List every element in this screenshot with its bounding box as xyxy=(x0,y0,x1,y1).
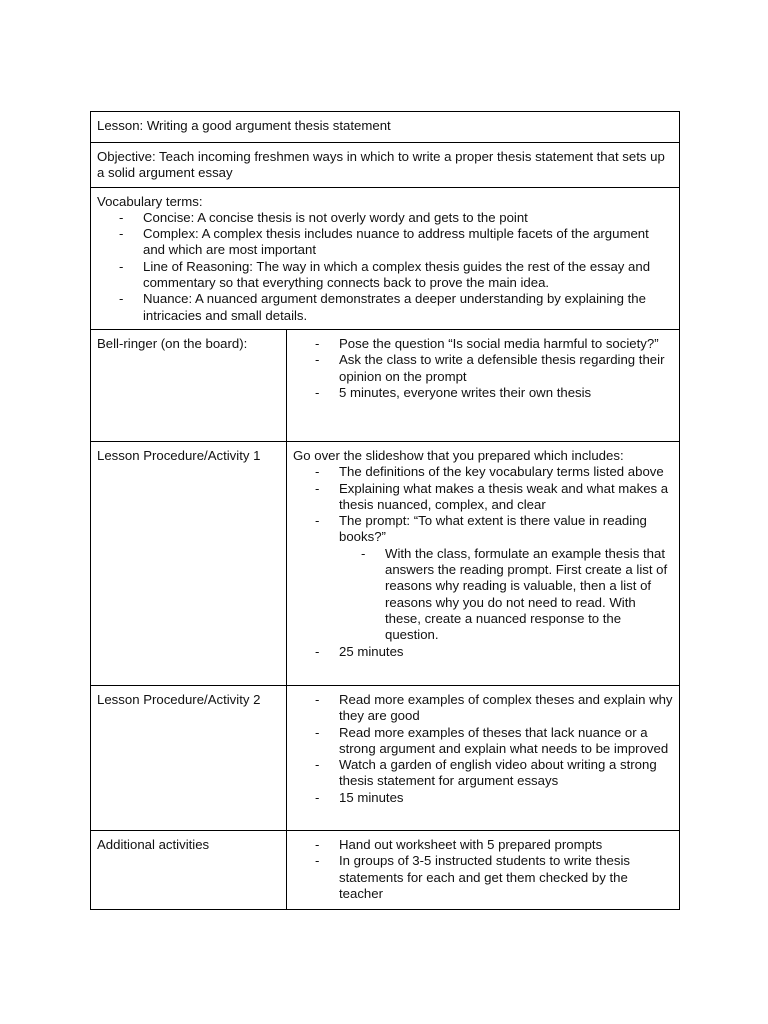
vocabulary-row xyxy=(91,187,680,329)
additional-activities-row xyxy=(91,830,680,909)
lesson-plan-page xyxy=(90,111,679,910)
additional-activities-content-cell xyxy=(287,830,680,909)
activity-1-prompt: The prompt: “To what extent is there value in reading books?” xyxy=(339,513,647,545)
lesson-row xyxy=(91,112,680,143)
bell-ringer-content-cell xyxy=(287,329,680,441)
objective-cell xyxy=(91,143,680,188)
list-item: - Hand out worksheet with 5 prepared prompts xyxy=(293,837,673,853)
vocabulary-item-line-of-reasoning: - Line of Reasoning: The way in which a complex thesis guides the rest of the essay and commentary so that everything connects back to prove the main idea. xyxy=(97,259,673,292)
list-item: - Pose the question “Is social media harmful to society?” xyxy=(293,336,673,352)
list-item: - Watch a garden of english video about writing a strong thesis statement for argument essays xyxy=(293,757,673,790)
activity-1-label: Lesson Procedure/Activity 1 xyxy=(97,447,261,463)
activity-2-list xyxy=(293,692,673,806)
vocabulary-item-concise: - Concise: A concise thesis is not overly wordy and gets to the point xyxy=(97,210,673,226)
bell-ringer-row xyxy=(91,329,680,441)
bell-ringer-label: Bell-ringer (on the board): xyxy=(97,335,248,351)
list-item: - Read more examples of theses that lack nuance or a strong argument and explain what needs to be improved xyxy=(293,725,673,758)
additional-activities-label-cell xyxy=(91,830,287,909)
lesson-title: Lesson: Writing a good argument thesis statement xyxy=(97,118,391,133)
activity-2-label-cell xyxy=(91,685,287,830)
activity-1-sublist xyxy=(339,546,673,644)
list-item xyxy=(293,513,673,643)
vocabulary-cell xyxy=(91,187,680,329)
list-item: - 5 minutes, everyone writes their own thesis xyxy=(293,385,673,401)
bell-ringer-list xyxy=(293,336,673,401)
activity-1-label-cell xyxy=(91,441,287,685)
lesson-plan-table xyxy=(90,111,680,910)
list-item: - 25 minutes xyxy=(293,644,673,660)
additional-activities-label: Additional activities xyxy=(97,836,210,852)
bell-ringer-label-cell xyxy=(91,329,287,441)
activity-1-list xyxy=(293,464,673,660)
activity-2-content-cell xyxy=(287,685,680,830)
activity-2-row xyxy=(91,685,680,830)
activity-1-row xyxy=(91,441,680,685)
objective-row xyxy=(91,143,680,188)
vocabulary-list xyxy=(97,210,673,324)
additional-activities-list xyxy=(293,837,673,902)
list-item: - Ask the class to write a defensible thesis regarding their opinion on the prompt xyxy=(293,352,673,385)
list-item: - 15 minutes xyxy=(293,790,673,806)
activity-2-label: Lesson Procedure/Activity 2 xyxy=(97,691,261,707)
lesson-title-cell xyxy=(91,112,680,143)
objective-text: Objective: Teach incoming freshmen ways in which to write a proper thesis statement that sets up a solid argument essay xyxy=(97,149,665,181)
vocabulary-item-complex: - Complex: A complex thesis includes nuance to address multiple facets of the argument and which are most important xyxy=(97,226,673,259)
list-item: - Explaining what makes a thesis weak and what makes a thesis nuanced, complex, and clear xyxy=(293,481,673,514)
vocabulary-heading: Vocabulary terms: xyxy=(97,193,203,209)
list-item: - With the class, formulate an example thesis that answers the reading prompt. First create a list of reasons why reading is valuable, then a list of reasons why you do not need to read. With these, create a nuanced response to the question. xyxy=(339,546,673,644)
list-item: - The definitions of the key vocabulary terms listed above xyxy=(293,464,673,480)
activity-1-content-cell xyxy=(287,441,680,685)
activity-1-intro: Go over the slideshow that you prepared which includes: xyxy=(293,447,624,463)
vocabulary-item-nuance: - Nuance: A nuanced argument demonstrates a deeper understanding by explaining the intricacies and small details. xyxy=(97,291,673,324)
list-item: - In groups of 3-5 instructed students to write thesis statements for each and get them checked by the teacher xyxy=(293,853,673,902)
list-item: - Read more examples of complex theses and explain why they are good xyxy=(293,692,673,725)
